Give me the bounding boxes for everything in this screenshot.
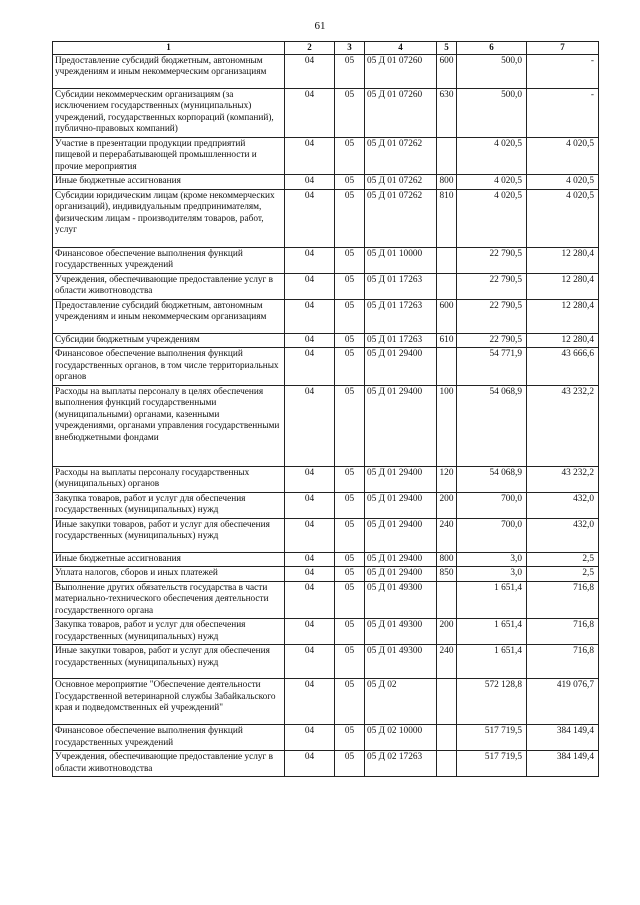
value-cell-c6: 572 128,8 xyxy=(457,679,527,725)
value-cell-c2: 04 xyxy=(285,679,335,725)
value-cell-c4: 05 Д 01 49300 xyxy=(365,645,437,679)
value-cell-c7: 12 280,4 xyxy=(527,247,599,273)
value-cell-c5 xyxy=(437,725,457,751)
value-cell-c4: 05 Д 02 xyxy=(365,679,437,725)
value-cell-c3: 05 xyxy=(335,645,365,679)
value-cell-c2: 04 xyxy=(285,466,335,492)
table-row xyxy=(53,54,599,88)
table-row xyxy=(53,299,599,333)
table-row xyxy=(53,189,599,247)
value-cell-c2: 04 xyxy=(285,645,335,679)
value-cell-c2: 04 xyxy=(285,518,335,552)
value-cell-c5: 800 xyxy=(437,175,457,190)
value-cell-c3: 05 xyxy=(335,273,365,299)
value-cell-c5: 200 xyxy=(437,492,457,518)
value-cell-c5: 240 xyxy=(437,645,457,679)
value-cell-c5: 120 xyxy=(437,466,457,492)
value-cell-c4: 05 Д 01 07262 xyxy=(365,175,437,190)
value-cell-c3: 05 xyxy=(335,189,365,247)
value-cell-c6: 517 719,5 xyxy=(457,751,527,777)
value-cell-c7: 2,5 xyxy=(527,552,599,567)
value-cell-c3: 05 xyxy=(335,385,365,466)
value-cell-c2: 04 xyxy=(285,299,335,333)
value-cell-c5: 240 xyxy=(437,518,457,552)
row-label-cell: Закупка товаров, работ и услуг для обеспечения государственных (муниципальных) нужд xyxy=(53,619,285,645)
table-row xyxy=(53,333,599,348)
value-cell-c3: 05 xyxy=(335,581,365,619)
value-cell-c5: 600 xyxy=(437,299,457,333)
value-cell-c7: 12 280,4 xyxy=(527,333,599,348)
row-label-cell: Субсидии юридическим лицам (кроме некоммерческих организаций), индивидуальным предпринимателям, физическим лицам - производителям товаров, работ, услуг xyxy=(53,189,285,247)
value-cell-c2: 04 xyxy=(285,175,335,190)
row-label-cell: Уплата налогов, сборов и иных платежей xyxy=(53,567,285,582)
value-cell-c4: 05 Д 01 07260 xyxy=(365,88,437,137)
value-cell-c7: - xyxy=(527,54,599,88)
value-cell-c3: 05 xyxy=(335,333,365,348)
value-cell-c3: 05 xyxy=(335,88,365,137)
row-label-cell: Субсидии бюджетным учреждениям xyxy=(53,333,285,348)
value-cell-c2: 04 xyxy=(285,619,335,645)
value-cell-c5: 100 xyxy=(437,385,457,466)
value-cell-c4: 05 Д 01 49300 xyxy=(365,581,437,619)
table-row xyxy=(53,751,599,777)
value-cell-c7: 43 232,2 xyxy=(527,385,599,466)
value-cell-c6: 4 020,5 xyxy=(457,137,527,175)
row-label-cell: Иные закупки товаров, работ и услуг для обеспечения государственных (муниципальных) нужд xyxy=(53,518,285,552)
value-cell-c2: 04 xyxy=(285,333,335,348)
value-cell-c7: 384 149,4 xyxy=(527,725,599,751)
value-cell-c4: 05 Д 01 29400 xyxy=(365,492,437,518)
value-cell-c2: 04 xyxy=(285,567,335,582)
value-cell-c7: 432,0 xyxy=(527,492,599,518)
row-label-cell: Расходы на выплаты персоналу в целях обеспечения выполнения функций государственными (муниципальными) органами, казенными учреждениями, органами управления государственными внебюджетными фондами xyxy=(53,385,285,466)
value-cell-c5 xyxy=(437,679,457,725)
row-label-cell: Иные бюджетные ассигнования xyxy=(53,175,285,190)
value-cell-c5: 850 xyxy=(437,567,457,582)
value-cell-c7: - xyxy=(527,88,599,137)
value-cell-c3: 05 xyxy=(335,175,365,190)
value-cell-c7: 12 280,4 xyxy=(527,299,599,333)
value-cell-c3: 05 xyxy=(335,492,365,518)
value-cell-c5 xyxy=(437,137,457,175)
value-cell-c3: 05 xyxy=(335,725,365,751)
value-cell-c7: 384 149,4 xyxy=(527,751,599,777)
value-cell-c2: 04 xyxy=(285,137,335,175)
row-label-cell: Учреждения, обеспечивающие предоставление услуг в области животноводства xyxy=(53,273,285,299)
value-cell-c3: 05 xyxy=(335,567,365,582)
value-cell-c6: 3,0 xyxy=(457,552,527,567)
column-header: 5 xyxy=(437,42,457,55)
row-label-cell: Участие в презентации продукции предприятий пищевой и перерабатывающей промышленности и прочие мероприятия xyxy=(53,137,285,175)
value-cell-c3: 05 xyxy=(335,751,365,777)
value-cell-c3: 05 xyxy=(335,619,365,645)
value-cell-c4: 05 Д 01 49300 xyxy=(365,619,437,645)
value-cell-c6: 1 651,4 xyxy=(457,581,527,619)
value-cell-c2: 04 xyxy=(285,725,335,751)
value-cell-c7: 4 020,5 xyxy=(527,189,599,247)
value-cell-c4: 05 Д 01 29400 xyxy=(365,567,437,582)
value-cell-c6: 22 790,5 xyxy=(457,299,527,333)
value-cell-c7: 716,8 xyxy=(527,581,599,619)
value-cell-c2: 04 xyxy=(285,751,335,777)
value-cell-c4: 05 Д 01 29400 xyxy=(365,552,437,567)
column-header: 7 xyxy=(527,42,599,55)
table-row xyxy=(53,466,599,492)
value-cell-c4: 05 Д 01 29400 xyxy=(365,348,437,386)
value-cell-c5: 200 xyxy=(437,619,457,645)
table-row xyxy=(53,645,599,679)
table-header-row xyxy=(53,42,599,55)
value-cell-c4: 05 Д 01 17263 xyxy=(365,299,437,333)
table-row xyxy=(53,348,599,386)
table-row xyxy=(53,273,599,299)
value-cell-c7: 4 020,5 xyxy=(527,175,599,190)
value-cell-c2: 04 xyxy=(285,385,335,466)
value-cell-c5 xyxy=(437,247,457,273)
column-header: 4 xyxy=(365,42,437,55)
value-cell-c4: 05 Д 01 07262 xyxy=(365,137,437,175)
table-row xyxy=(53,552,599,567)
value-cell-c7: 43 232,2 xyxy=(527,466,599,492)
value-cell-c2: 04 xyxy=(285,88,335,137)
value-cell-c4: 05 Д 01 29400 xyxy=(365,518,437,552)
value-cell-c6: 4 020,5 xyxy=(457,189,527,247)
table-row xyxy=(53,679,599,725)
value-cell-c5: 810 xyxy=(437,189,457,247)
value-cell-c3: 05 xyxy=(335,247,365,273)
value-cell-c6: 54 771,9 xyxy=(457,348,527,386)
value-cell-c7: 432,0 xyxy=(527,518,599,552)
row-label-cell: Субсидии некоммерческим организациям (за исключением государственных (муниципальных) учреждений, государственных корпораций (компаний), публично-правовых компаний) xyxy=(53,88,285,137)
table-row xyxy=(53,581,599,619)
value-cell-c3: 05 xyxy=(335,348,365,386)
value-cell-c4: 05 Д 01 07262 xyxy=(365,189,437,247)
row-label-cell: Предоставление субсидий бюджетным, автономным учреждениям и иным некоммерческим организациям xyxy=(53,54,285,88)
value-cell-c6: 700,0 xyxy=(457,492,527,518)
table-row xyxy=(53,175,599,190)
budget-table xyxy=(52,41,599,777)
value-cell-c7: 419 076,7 xyxy=(527,679,599,725)
table-row xyxy=(53,619,599,645)
value-cell-c3: 05 xyxy=(335,518,365,552)
value-cell-c2: 04 xyxy=(285,492,335,518)
value-cell-c5 xyxy=(437,273,457,299)
value-cell-c5: 600 xyxy=(437,54,457,88)
value-cell-c5 xyxy=(437,581,457,619)
value-cell-c4: 05 Д 02 10000 xyxy=(365,725,437,751)
row-label-cell: Финансовое обеспечение выполнения функций государственных учреждений xyxy=(53,725,285,751)
value-cell-c6: 54 068,9 xyxy=(457,385,527,466)
column-header: 6 xyxy=(457,42,527,55)
value-cell-c7: 43 666,6 xyxy=(527,348,599,386)
row-label-cell: Иные закупки товаров, работ и услуг для обеспечения государственных (муниципальных) нужд xyxy=(53,645,285,679)
value-cell-c6: 4 020,5 xyxy=(457,175,527,190)
value-cell-c5: 630 xyxy=(437,88,457,137)
value-cell-c4: 05 Д 01 17263 xyxy=(365,333,437,348)
value-cell-c6: 700,0 xyxy=(457,518,527,552)
table-row xyxy=(53,247,599,273)
table-row xyxy=(53,492,599,518)
value-cell-c3: 05 xyxy=(335,137,365,175)
row-label-cell: Расходы на выплаты персоналу государственных (муниципальных) органов xyxy=(53,466,285,492)
value-cell-c2: 04 xyxy=(285,189,335,247)
row-label-cell: Выполнение других обязательств государства в части материально-технического обеспечения деятельности государственного органа xyxy=(53,581,285,619)
value-cell-c7: 2,5 xyxy=(527,567,599,582)
value-cell-c3: 05 xyxy=(335,54,365,88)
value-cell-c4: 05 Д 01 07260 xyxy=(365,54,437,88)
value-cell-c5 xyxy=(437,751,457,777)
value-cell-c6: 1 651,4 xyxy=(457,619,527,645)
value-cell-c3: 05 xyxy=(335,299,365,333)
table-row xyxy=(53,385,599,466)
value-cell-c6: 22 790,5 xyxy=(457,273,527,299)
value-cell-c6: 22 790,5 xyxy=(457,247,527,273)
value-cell-c7: 4 020,5 xyxy=(527,137,599,175)
row-label-cell: Финансовое обеспечение выполнения функций государственных органов, в том числе территориальных органов xyxy=(53,348,285,386)
value-cell-c4: 05 Д 01 29400 xyxy=(365,385,437,466)
value-cell-c3: 05 xyxy=(335,466,365,492)
column-header: 3 xyxy=(335,42,365,55)
value-cell-c3: 05 xyxy=(335,679,365,725)
value-cell-c4: 05 Д 01 17263 xyxy=(365,273,437,299)
row-label-cell: Предоставление субсидий бюджетным, автономным учреждениям и иным некоммерческим организациям xyxy=(53,299,285,333)
value-cell-c6: 22 790,5 xyxy=(457,333,527,348)
page-number: 61 xyxy=(314,20,326,32)
value-cell-c5: 610 xyxy=(437,333,457,348)
value-cell-c2: 04 xyxy=(285,581,335,619)
row-label-cell: Финансовое обеспечение выполнения функций государственных учреждений xyxy=(53,247,285,273)
value-cell-c7: 12 280,4 xyxy=(527,273,599,299)
value-cell-c4: 05 Д 02 17263 xyxy=(365,751,437,777)
table-row xyxy=(53,567,599,582)
value-cell-c7: 716,8 xyxy=(527,645,599,679)
value-cell-c6: 500,0 xyxy=(457,88,527,137)
value-cell-c2: 04 xyxy=(285,273,335,299)
row-label-cell: Закупка товаров, работ и услуг для обеспечения государственных (муниципальных) нужд xyxy=(53,492,285,518)
value-cell-c6: 3,0 xyxy=(457,567,527,582)
value-cell-c4: 05 Д 01 10000 xyxy=(365,247,437,273)
row-label-cell: Учреждения, обеспечивающие предоставление услуг в области животноводства xyxy=(53,751,285,777)
value-cell-c7: 716,8 xyxy=(527,619,599,645)
value-cell-c5: 800 xyxy=(437,552,457,567)
value-cell-c2: 04 xyxy=(285,348,335,386)
row-label-cell: Основное мероприятие "Обеспечение деятельности Государственной ветеринарной службы Забайкальского края и подведомственных ей учреждений" xyxy=(53,679,285,725)
value-cell-c4: 05 Д 01 29400 xyxy=(365,466,437,492)
value-cell-c6: 1 651,4 xyxy=(457,645,527,679)
value-cell-c2: 04 xyxy=(285,54,335,88)
value-cell-c2: 04 xyxy=(285,552,335,567)
value-cell-c2: 04 xyxy=(285,247,335,273)
value-cell-c6: 54 068,9 xyxy=(457,466,527,492)
value-cell-c6: 517 719,5 xyxy=(457,725,527,751)
table-row xyxy=(53,137,599,175)
table-row xyxy=(53,88,599,137)
row-label-cell: Иные бюджетные ассигнования xyxy=(53,552,285,567)
value-cell-c5 xyxy=(437,348,457,386)
column-header: 1 xyxy=(53,42,285,55)
table-row xyxy=(53,725,599,751)
table-row xyxy=(53,518,599,552)
column-header: 2 xyxy=(285,42,335,55)
value-cell-c3: 05 xyxy=(335,552,365,567)
value-cell-c6: 500,0 xyxy=(457,54,527,88)
